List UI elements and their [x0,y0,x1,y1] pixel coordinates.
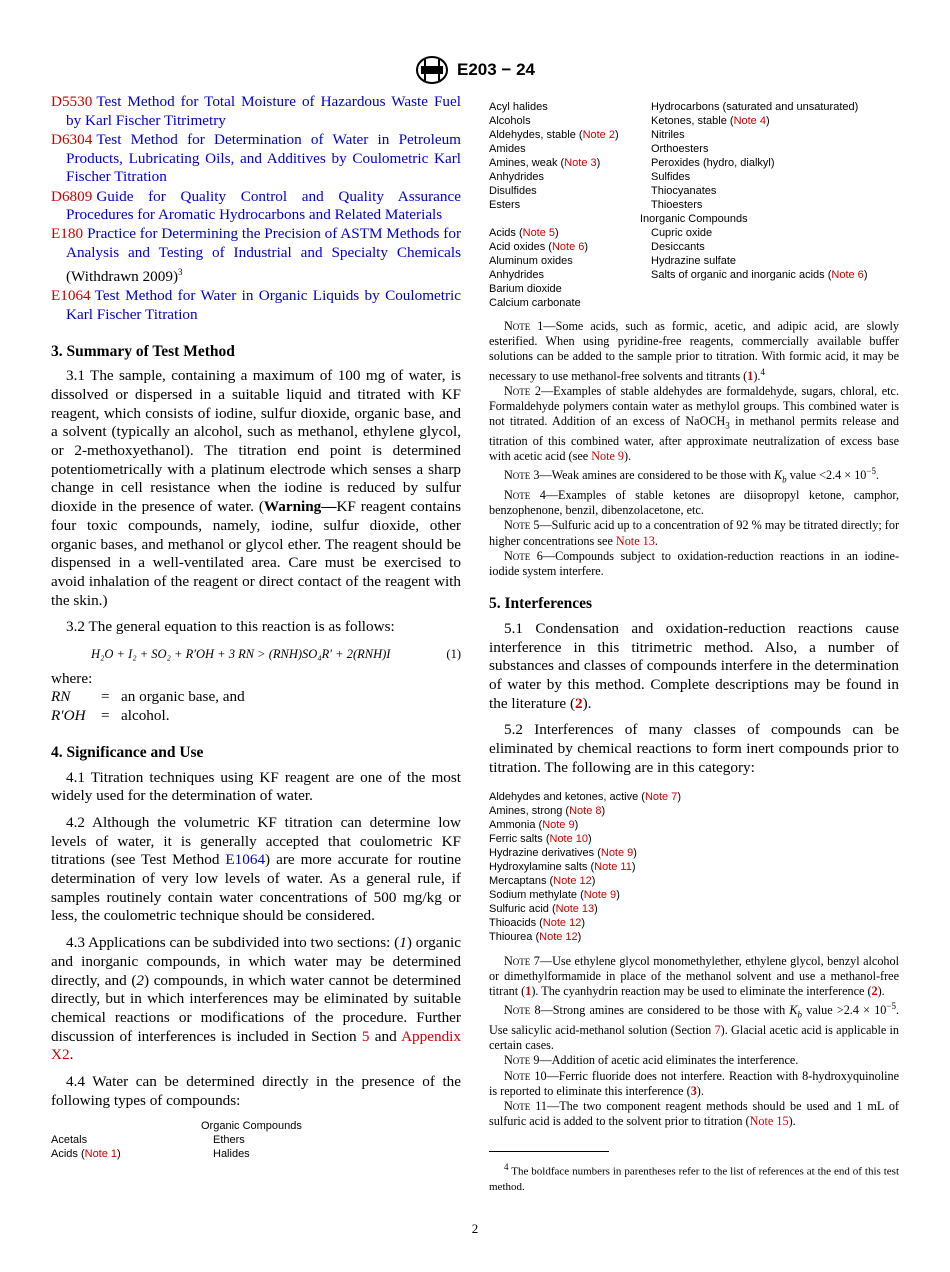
note-link[interactable]: Note 5 [522,227,556,239]
table-row: Alcohols Ketones, stable (Note 4) [489,115,770,127]
equation-1 [51,645,461,664]
list-item: Aldehydes and ketones, active (Note 7) [489,790,682,803]
table-row: Disulfides Thiocyanates [489,185,717,197]
table-row: Esters Thioesters [489,199,703,211]
reference-item: E180 Practice for Determining the Precision of ASTM Methods for Analysis and Testing of Industrial and Specialty Chemicals (Withdrawn 2009)$^3$ [51,225,461,285]
footnote-divider [489,1151,609,1152]
definitions-table [51,688,245,725]
list-item: Ammonia (Note 9) [489,818,579,831]
note-11: Note 11—The two component reagent methods should be used and 1 mL of sulfuric acid is added to the solvent prior to titration (Note 15). [489,1098,899,1129]
where-label: where: [51,669,93,687]
link-e1064[interactable]: E1064 [225,851,266,869]
note-link[interactable]: Note 7 [644,790,678,803]
paragraph-3-2: 3.2 The general equation to this reaction is as follows: [66,618,395,636]
paragraph-5-1: 5.1 Condensation and oxidation-reduction reactions cause interference in this titrimetric method. Also, a number of substances and classes of compounds interfere in the determination of water by this method. Complete descriptions may be found in the literature (2). [489,619,899,712]
note-link[interactable]: Note 6 [551,241,585,253]
note-link[interactable]: Note 12 [553,874,592,887]
reference-code[interactable]: D6809 [51,187,93,205]
interference-list [489,790,899,944]
left-column [51,93,461,1161]
note-link[interactable]: Note 4 [733,115,766,127]
note-8: Note 8—Strong amines are considered to be those with $K_b$ value $>2.4 \times 10^{-5}$. Use salicylic acid-methanol solution (Section 7). Glacial acetic acid is applicable in certain cases. [489,1001,900,1053]
list-item: Sodium methylate (Note 9) [489,888,620,901]
table-row: Acetals Ethers [51,1133,245,1146]
paragraph-3-1: 3.1 The sample, containing a maximum of 100 mg of water, is dissolved or dispersed in a suitable liquid and titrated with KF reagent, which consists of iodine, sulfur dioxide, organic base, and a solvent (typically an alcohol, such as methanol, ethylene glycol, or 2-methoxyethanol). The titration end point is determined potentiometrically with a platinum electrode which senses a sharp change in cell resistance when the iodine is reduced by sulfur dioxide in the presence of water. (Warning—KF reagent contains four toxic compounds, namely, iodine, sulfur dioxide, other organic bases, and methanol or glycol ether. The reagent should be dispensed in a well-ventilated area. Care must be exercised to avoid inhalation of the reagent or direct contact of the reagent with the skin.) [51,367,461,609]
reference-code[interactable]: D5530 [51,93,93,110]
reference-item: D6304 Test Method for Determination of Water in Petroleum Products, Lubricating Oils, and Additives by Coulometric Karl Fischer Titration [51,130,461,186]
reference-code[interactable]: D6304 [51,130,93,148]
link-appendix-x2[interactable]: Appendix X2 [51,1027,461,1064]
compound-table-left [51,1119,461,1161]
link-note-15[interactable]: Note 15 [749,1114,789,1129]
list-item: Hydroxylamine salts (Note 11) [489,860,636,873]
reference-item: E1064 Test Method for Water in Organic Liquids by Coulometric Karl Fischer Titration [51,287,461,323]
notes-1-6 [489,319,899,579]
document-id: E203 − 24 [457,60,535,79]
reference-item: D5530 Test Method for Total Moisture of Hazardous Waste Fuel by Karl Fischer Titrimetry [51,93,461,129]
list-item: Sulfuric acid (Note 13) [489,902,598,915]
footnote-4: $^4$ The boldface numbers in parentheses refer to the list of references at the end of this test method. [489,1162,899,1193]
list-item: Mercaptans (Note 12) [489,874,596,887]
note-9: Note 9—Addition of acetic acid eliminates the interference. [504,1053,799,1068]
compound-table-right [489,100,899,310]
note-link[interactable]: Note 12 [539,930,578,943]
reference-list [51,93,461,325]
table-row: Barium dioxide [489,283,562,295]
note-link[interactable]: Note 2 [582,129,615,141]
note-link[interactable]: Note 3 [564,157,597,169]
paragraph-4-2: 4.2 Although the volumetric KF titration can determine low levels of water, it is generally accepted that coulometric KF titrations (see Test Method E1064) are more accurate for routine determination of very low levels of water. As a general rule, if samples routinely contain water concentrations of 500 mg/kg or less, the coulometric technique should be considered. [51,813,461,925]
organic-compounds-heading: Organic Compounds [201,1119,302,1132]
inorganic-compounds-heading: Inorganic Compounds [640,213,748,225]
table-row: Anhydrides Sulfides [489,171,691,183]
note-link[interactable]: Note 8 [569,804,602,817]
note-6: Note 6—Compounds subject to oxidation-reduction reactions in an iodine-iodide system interfere. [489,548,900,579]
equation-body: H₂O + I₂ + SO₂ + R′OH + 3 RN > (RNH)SO₄R′ + 2(RNH)I [91,647,391,662]
note-2: Note 2—Examples of stable aldehydes are formaldehyde, sugars, chloral, etc. Formaldehyde polymers contain water as methylol groups. This combined water is not titrated. Addition of an excess of NaOCH$_3$ in methanol permits release and titration of this combined water, after approximate neutralization of excess base with acetic acid (see Note 9). [489,383,899,464]
paragraph-5-2: 5.2 Interferences of many classes of compounds can be eliminated by chemical reactions to form inert compounds prior to titration. The following are in this category: [489,721,899,776]
section-4-title: 4. Significance and Use [51,743,204,761]
link-note-1[interactable]: Note 1 [84,1147,118,1160]
table-row: Amides Orthoesters [489,143,709,155]
notes-7-11 [489,954,899,1130]
section-5-title: 5. Interferences [489,595,593,613]
note-link[interactable]: Note 11 [594,860,632,873]
note-link[interactable]: Note 9 [542,818,575,831]
table-row: Aldehydes, stable (Note 2) Nitriles [489,129,685,141]
note-link[interactable]: Note 9 [583,888,617,901]
page-header [0,55,950,85]
table-row: Aluminum oxides Hydrazine sulfate [489,255,736,267]
paragraph-4-3: 4.3 Applications can be subdivided into two sections: (1) organic and inorganic compounds, in which water may be determined directly, and (2) compounds, in which water cannot be determined directly, but in which interferences may be eliminated by suitable chemical reactions or modifications of the procedure. Further discussion of interferences is included in Section 5 and Appendix X2. [51,934,462,1064]
reference-item: D6809 Guide for Quality Control and Quality Assurance Procedures for Aromatic Hydrocarbons and Related Materials [51,187,461,224]
note-7: Note 7—Use ethylene glycol monomethylether, ethylene glycol, benzyl alcohol or dimethylformamide in place of the methanol solvent and use a methanol-free titrant (1). The cyanhydrin reaction may be used to eliminate the interference (2). [489,953,900,998]
note-3: Note 3—Weak amines are considered to be those with $K_b$ value $<2.4 \times 10^{-5}$. [504,466,880,485]
note-4: Note 4—Examples of stable ketones are diisopropyl ketone, camphor, benzophenone, benzil, dibenzolacetone, etc. [489,488,900,518]
table-row: Acyl halides Hydrocarbons (saturated and unsaturated) [489,101,859,113]
note-link[interactable]: Note 10 [549,832,589,845]
page-number: 2 [471,1221,479,1236]
definition-row: RN = an organic base, and [51,688,245,706]
note-5: Note 5—Sulfuric acid up to a concentration of 92 % may be titrated directly; for higher concentrations see Note 13. [489,518,900,548]
definition-row: R′OH = alcohol. [51,707,170,725]
note-10: Note 10—Ferric fluoride does not interfere. Reaction with 8-hydroxyquinoline is reported to eliminate this interference (3). [489,1068,899,1098]
paragraph-4-1: 4.1 Titration techniques using KF reagent are one of the most widely used for the determination of water. [51,768,461,805]
table-row: Amines, weak (Note 3) Peroxides (hydro, dialkyl) [489,157,775,169]
list-item: Ferric salts (Note 10) [489,832,592,845]
table-row: Acid oxides (Note 6) Desiccants [489,241,705,253]
table-row: Calcium carbonate [489,297,581,309]
reference-code[interactable]: E180 [51,225,84,243]
list-item: Amines, strong (Note 8) [489,804,606,817]
link-note-9[interactable]: Note 9 [591,449,625,464]
note-link[interactable]: Note 13 [555,902,595,915]
note-link[interactable]: Note 9 [600,846,634,859]
reference-code[interactable]: E1064 [51,287,91,305]
table-row: Acids (Note 5) Cupric oxide [489,227,713,239]
note-link[interactable]: Note 12 [542,916,582,929]
link-section-5[interactable]: 5 [361,1027,370,1045]
list-item: Hydrazine derivatives (Note 9) [489,846,637,859]
section-3-title: 3. Summary of Test Method [51,342,235,360]
list-item: Thioacids (Note 12) [489,916,585,929]
list-item: Thiourea (Note 12) [489,930,582,943]
link-section-7[interactable]: 7 [714,1022,721,1037]
note-link[interactable]: Note 6 [831,269,864,281]
paragraph-4-4: 4.4 Water can be determined directly in the presence of the following types of compounds: [51,1073,461,1109]
note-1: Note 1—Some acids, such as formic, acetic, and adipic acid, are slowly esterified. When using pyridine-free reagents, commercially available buffer solutions can be added to the sample prior to titration. With formic acid, it may be necessary to use methanol-free solvents and titrants (1).$^4$ [489,319,899,383]
link-note-13[interactable]: Note 13 [615,533,655,548]
right-column [489,93,899,1195]
astm-logo-icon [415,55,449,85]
equation-number: (1) [446,647,461,662]
table-row: Acids (Note 1) Halides [51,1147,250,1160]
table-row: Anhydrides Salts of organic and inorganic acids (Note 6) [489,269,868,281]
